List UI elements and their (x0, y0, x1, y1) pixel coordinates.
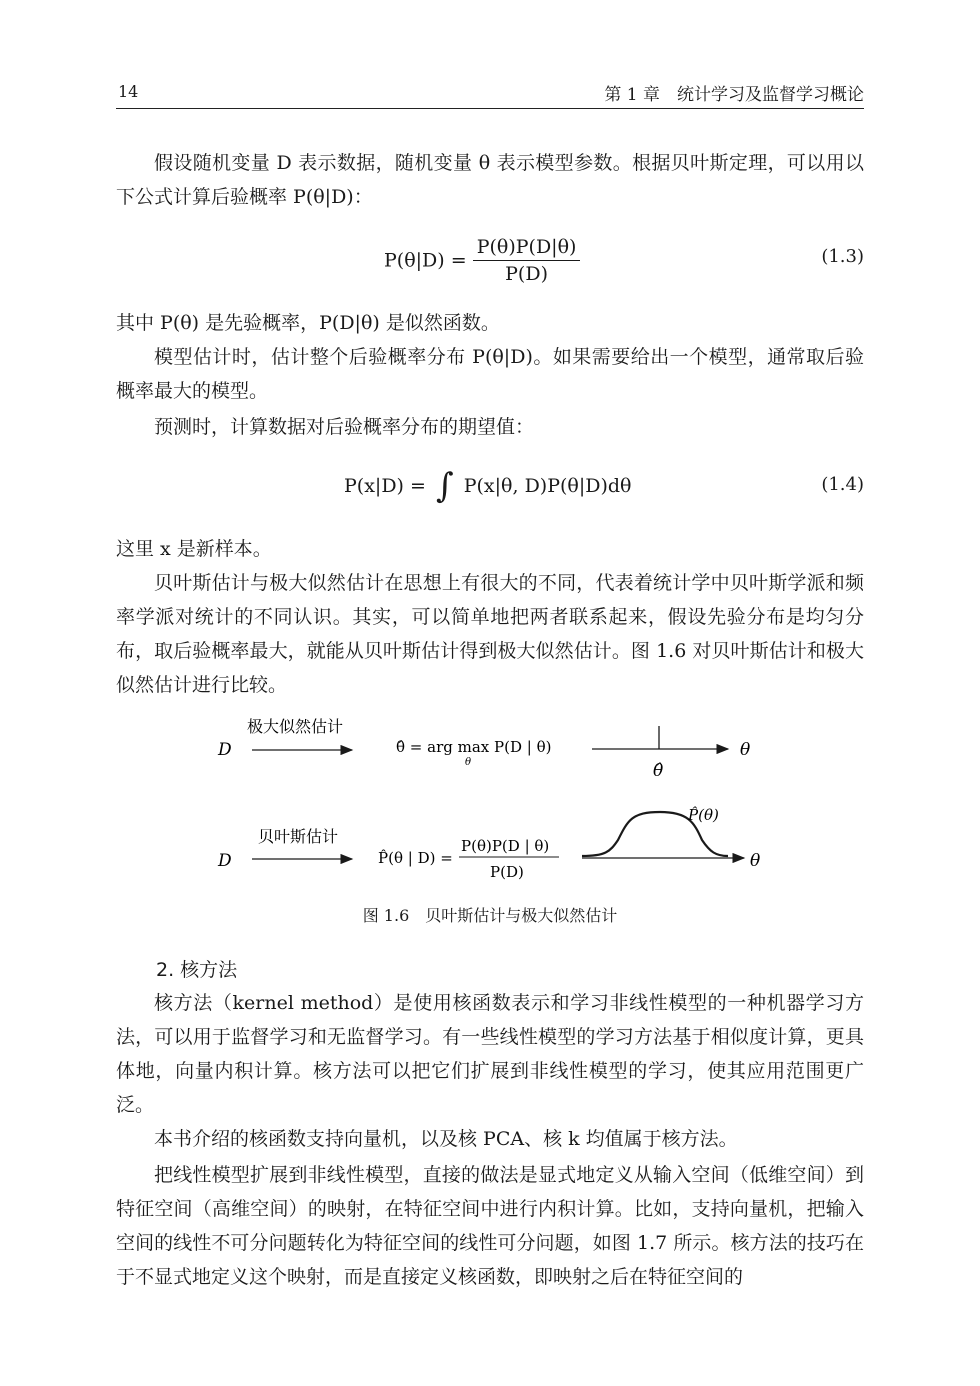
paragraph-bayes-vs-mle: 贝叶斯估计与极大似然估计在思想上有很大的不同，代表着统计学中贝叶斯学派和频率学派对统计的不同认识。其实，可以简单地把两者联系起来，假设先验分布是均匀分布，取后验概率最大，就能从贝叶斯估计得到极大似然估计。图 1.6 对贝叶斯估计和极大似然估计进行比较。 (116, 572, 864, 696)
paragraph-bayes-intro: 假设随机变量 D 表示数据，随机变量 θ 表示模型参数。根据贝叶斯定理，可以用以下公式计算后验概率 P(θ|D)： (116, 152, 864, 208)
paragraph-model-estimation: 模型估计时，估计整个后验概率分布 P(θ|D)。如果需要给出一个模型，通常取后验概率最大的模型。 (116, 346, 864, 402)
bayes-formula-denominator: P(D) (490, 863, 524, 881)
eq13-denominator: P(D) (505, 263, 548, 285)
bayes-axis-theta: θ (750, 851, 761, 871)
equation-1-4 (116, 462, 864, 506)
eq14-rhs: P(x|θ, D)P(θ|D)dθ (463, 475, 632, 497)
paragraph-prediction: 预测时，计算数据对后验概率分布的期望值： (154, 416, 535, 438)
figure-caption: 图 1.6 贝叶斯估计与极大似然估计 (362, 906, 618, 925)
mle-theta-hat: θ̂ (653, 761, 664, 781)
eq13-lhs: P(θ|D) = (384, 249, 467, 272)
page-header (116, 80, 864, 109)
integral-sign: ∫ (435, 466, 454, 506)
equation-1-3 (116, 234, 864, 285)
bayes-formula-lhs: P̂(θ | D) = (378, 849, 453, 867)
bayes-arrow-label: 贝叶斯估计 (258, 827, 339, 846)
mle-formula: θ̂ = arg max P(D | θ) (396, 738, 552, 756)
paragraph-kernel-examples: 本书介绍的核函数支持向量机，以及核 PCA、核 k 均值属于核方法。 (154, 1128, 738, 1150)
mle-axis-theta: θ (740, 740, 751, 760)
figure-1-6 (0, 700, 980, 900)
section-title: 2. 核方法 (156, 959, 238, 981)
eq13-numerator: P(θ)P(D|θ) (473, 234, 581, 261)
mle-arrow-label: 极大似然估计 (247, 717, 344, 736)
paragraph-kernel-trick: 把线性模型扩展到非线性模型，直接的做法是显式地定义从输入空间（低维空间）到特征空间（高维空间）的映射，在特征空间中进行内积计算。比如，支持向量机，把输入空间的线性不可分问题转化为特征空间的线性可分问题，如图 1.7 所示。核方法的技巧在于不显式地定义这个映射，而是直接定义核函数，即映射之后在特征空间的 (116, 1164, 864, 1288)
eq14-number: (1.4) (821, 474, 864, 495)
page-number: 14 (118, 82, 139, 101)
paragraph-prior-likelihood: 其中 P(θ) 是先验概率，P(D|θ) 是似然函数。 (116, 312, 500, 334)
bayes-formula-numerator: P(θ)P(D | θ) (461, 837, 550, 855)
paragraph-kernel-method: 核方法（kernel method）是使用核函数表示和学习非线性模型的一种机器学习方法，可以用于监督学习和无监督学习。有一些线性模型的学习方法基于相似度计算，更具体地，向量内积计算。核方法可以把它们扩展到非线性模型的学习，使其应用范围更广泛。 (116, 992, 864, 1116)
top-input-d: D (218, 740, 232, 760)
paragraph-new-sample: 这里 x 是新样本。 (116, 538, 272, 560)
bottom-input-d: D (218, 851, 232, 871)
eq13-number: (1.3) (821, 246, 864, 267)
chapter-title: 第 1 章 统计学习及监督学习概论 (604, 85, 864, 105)
eq13-fraction (473, 234, 581, 287)
mle-formula-subscript: θ (465, 757, 472, 768)
eq14-lhs: P(x|D) = (344, 475, 426, 497)
posterior-label: P̂(θ) (688, 806, 719, 824)
